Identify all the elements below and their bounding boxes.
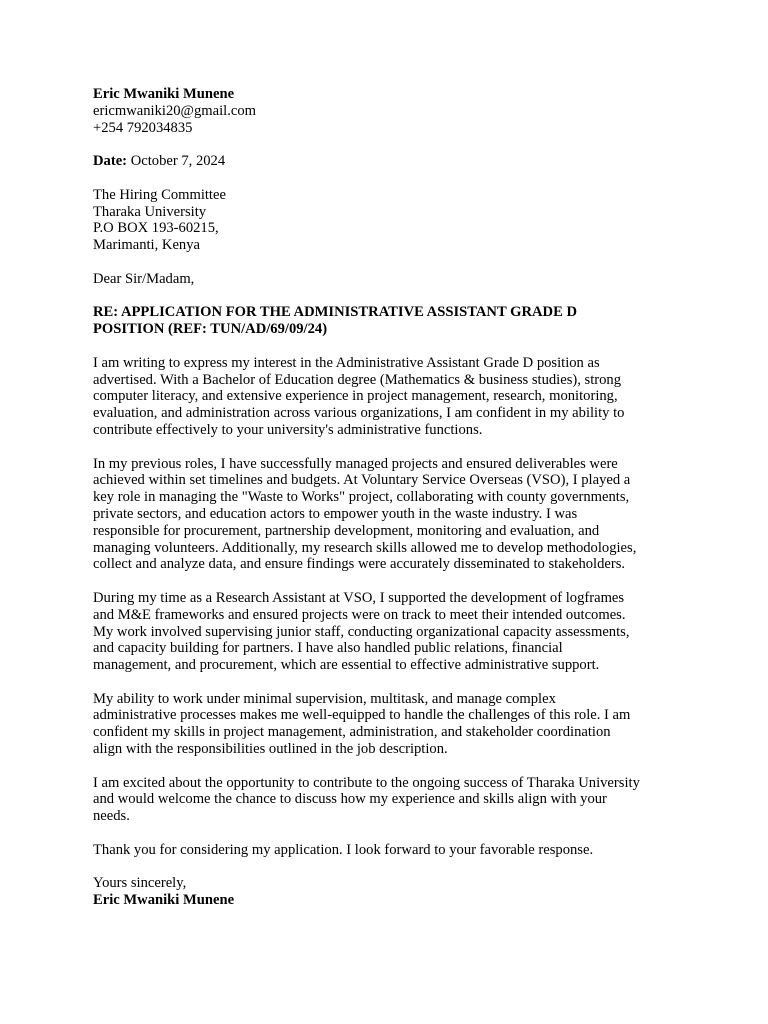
salutation: Dear Sir/Madam, [93, 270, 195, 287]
subject-text: RE: APPLICATION FOR THE ADMINISTRATIVE ASSISTANT GRADE D [93, 304, 577, 321]
spacer [93, 439, 683, 456]
paragraph-line: management, and procurement, which are essential to effective administrative support. [93, 657, 600, 674]
sender-phone: +254 792034835 [93, 119, 193, 136]
paragraph-line: In my previous roles, I have successfully managed projects and ensured deliverables were [93, 455, 618, 472]
recipient-line: Tharaka University [93, 203, 207, 220]
body-paragraph [93, 355, 683, 439]
spacer [93, 859, 683, 876]
paragraph-line: contribute effectively to your university's administrative functions. [93, 421, 483, 438]
paragraph-line: computer literacy, and extensive experience in project management, research, monitoring, [93, 388, 618, 405]
spacer [93, 170, 683, 187]
sender-block [93, 86, 683, 136]
body-paragraph [93, 775, 683, 825]
subject-text: POSITION (REF: TUN/AD/69/09/24) [93, 321, 328, 338]
paragraph-line: Thank you for considering my application. I look forward to your favorable response. [93, 841, 594, 858]
spacer [93, 573, 683, 590]
date-line [93, 153, 683, 170]
paragraph-line: and M&E frameworks and ensured projects were on track to meet their intended outcomes. [93, 606, 626, 623]
letter-page [93, 86, 683, 909]
recipient-line: P.O BOX 193-60215, [93, 220, 219, 237]
sender-name: Eric Mwaniki Munene [93, 86, 235, 102]
paragraph-line: My ability to work under minimal supervision, multitask, and manage complex [93, 690, 556, 707]
spacer [93, 288, 683, 305]
paragraph-line: managing volunteers. Additionally, my research skills allowed me to develop methodologies, [93, 539, 637, 556]
recipient-line: The Hiring Committee [93, 186, 226, 203]
closing-block [93, 875, 683, 909]
sender-email: ericmwaniki20@gmail.com [93, 102, 256, 119]
paragraph-line: evaluation, and administration across various organizations, I am confident in my ability to [93, 405, 625, 422]
paragraph-line: collect and analyze data, and ensure findings were accurately disseminated to stakeholders. [93, 556, 626, 573]
recipient-block [93, 187, 683, 254]
paragraph-line: achieved within set timelines and budgets. At Voluntary Service Overseas (VSO), I played a [93, 472, 631, 489]
spacer [93, 758, 683, 775]
paragraph-line: confident my skills in project management, administration, and stakeholder coordination [93, 724, 611, 741]
subject-line [93, 304, 683, 338]
body-paragraph [93, 590, 683, 674]
body-paragraph [93, 456, 683, 574]
signature-name: Eric Mwaniki Munene [93, 892, 235, 909]
paragraph-line: align with the responsibilities outlined in the job description. [93, 741, 448, 758]
recipient-line: Marimanti, Kenya [93, 237, 200, 254]
paragraph-line: and would welcome the chance to discuss how my experience and skills align with your [93, 791, 607, 808]
paragraph-line: I am excited about the opportunity to contribute to the ongoing success of Tharaka University [93, 774, 640, 791]
body-paragraph [93, 691, 683, 758]
paragraph-line: private sectors, and education actors to empower youth in the waste industry. I was [93, 505, 578, 522]
paragraph-line: advertised. With a Bachelor of Education degree (Mathematics & business studies), strong [93, 371, 622, 388]
paragraph-line: administrative processes makes me well-equipped to handle the challenges of this role. I am [93, 707, 631, 724]
spacer [93, 338, 683, 355]
paragraph-line: My work involved supervising junior staff, conducting organizational capacity assessments, [93, 623, 630, 640]
spacer [93, 254, 683, 271]
spacer [93, 136, 683, 153]
paragraph-line: and capacity building for partners. I have also handled public relations, financial [93, 640, 563, 657]
date-value: October 7, 2024 [127, 153, 226, 170]
valediction: Yours sincerely, [93, 875, 187, 892]
body-paragraph [93, 842, 683, 859]
paragraph-line: responsible for procurement, partnership development, monitoring and evaluation, and [93, 522, 600, 539]
paragraph-line: needs. [93, 808, 130, 825]
spacer [93, 674, 683, 691]
paragraph-line: I am writing to express my interest in the Administrative Assistant Grade D position as [93, 354, 600, 371]
paragraph-line: key role in managing the "Waste to Works" project, collaborating with county governments, [93, 489, 630, 506]
paragraph-line: During my time as a Research Assistant at VSO, I supported the development of logframes [93, 589, 625, 606]
spacer [93, 825, 683, 842]
date-label: Date: [93, 153, 128, 170]
